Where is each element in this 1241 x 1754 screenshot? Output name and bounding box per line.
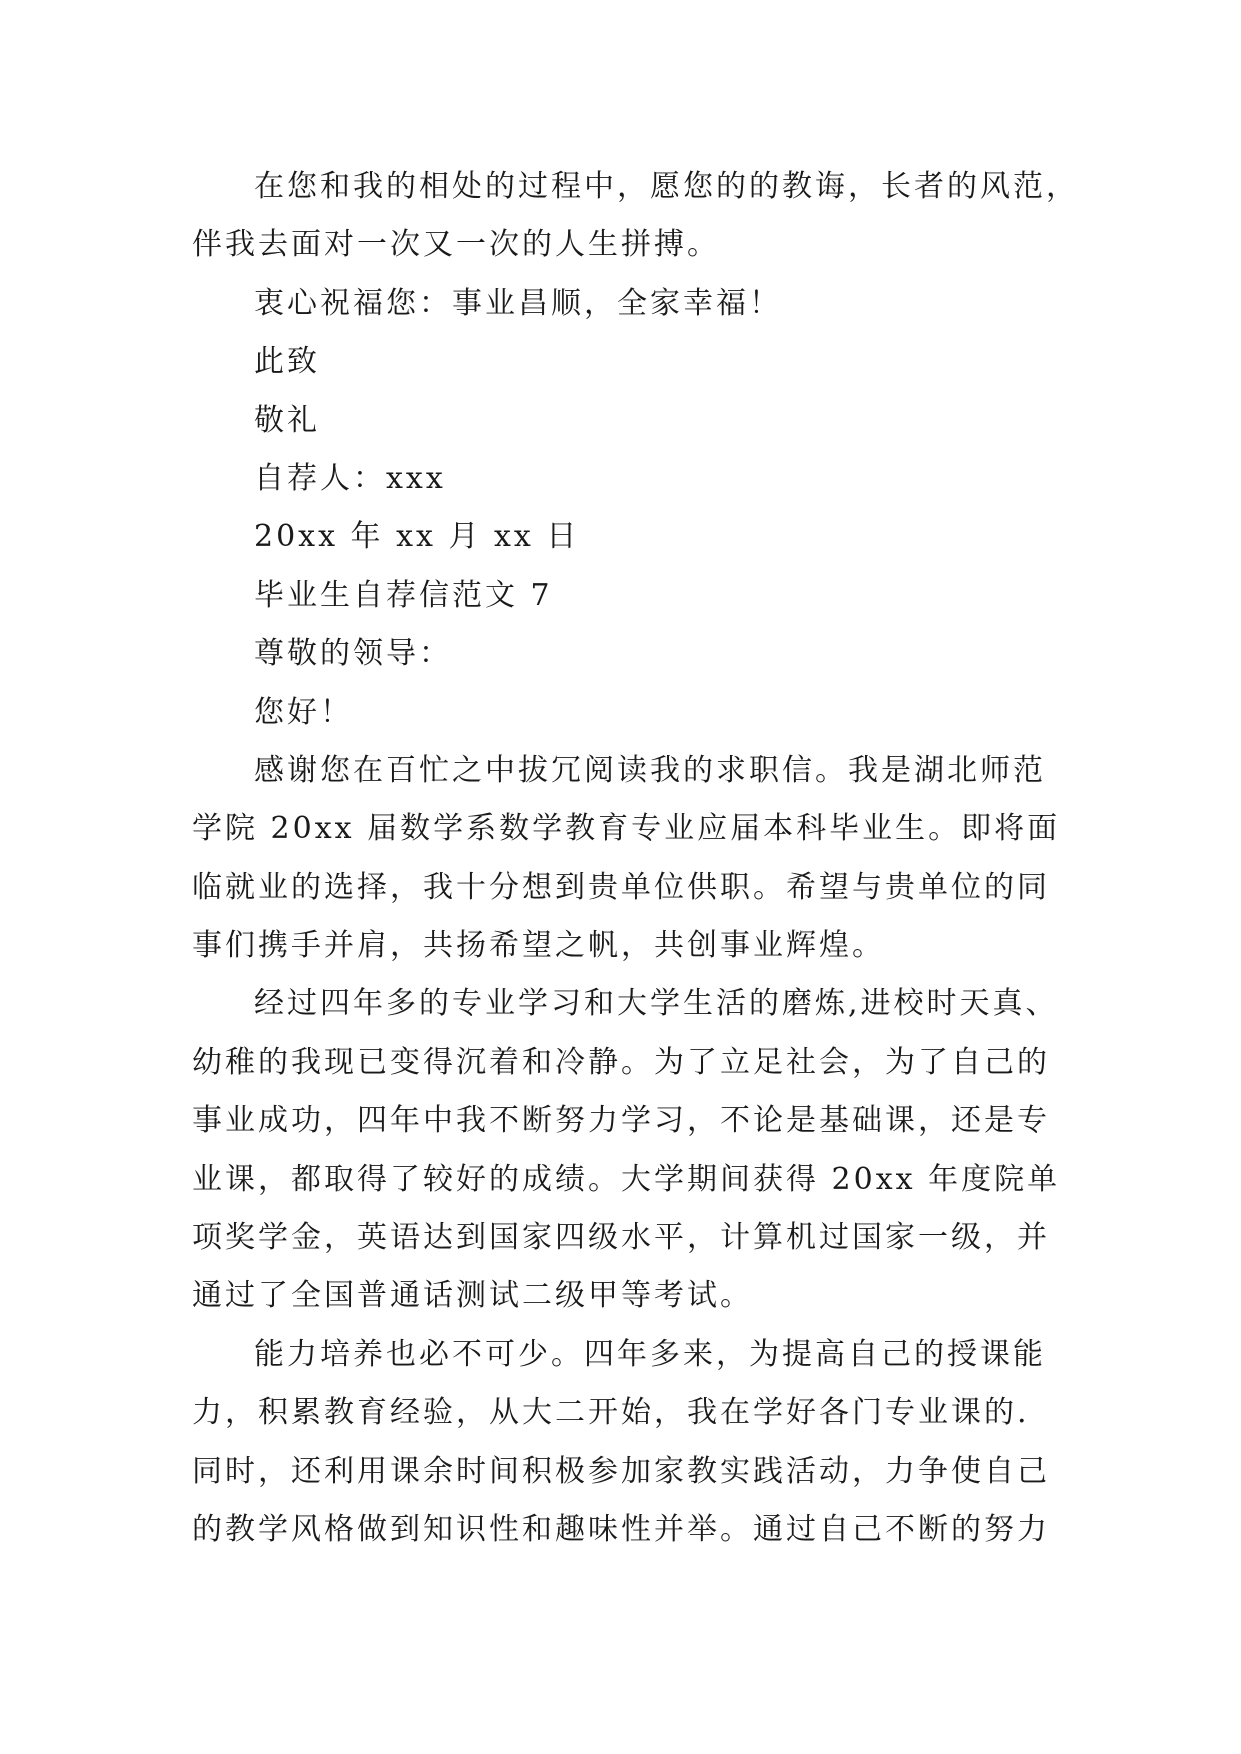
text-line: 经过四年多的专业学习和大学生活的磨炼,进校时天真、 — [254, 986, 1059, 1022]
text-line: 20xx 年 xx 月 xx 日 — [254, 519, 580, 555]
text-line: 幼稚的我现已变得沉着和冷静。为了立足社会，为了自己的 — [192, 1044, 1050, 1080]
text-line: 衷心祝福您：事业昌顺，全家幸福！ — [254, 285, 782, 321]
text-line: 项奖学金，英语达到国家四级水平，计算机过国家一级，并 — [192, 1220, 1050, 1256]
text-line: 敬礼 — [254, 402, 320, 438]
text-line: 自荐人：xxx — [254, 460, 446, 496]
text-line: 的教学风格做到知识性和趣味性并举。通过自己不断的努力 — [192, 1511, 1050, 1547]
text-line: 学院 20xx 届数学系数学教育专业应届本科毕业生。即将面 — [192, 811, 1061, 847]
text-line: 业课，都取得了较好的成绩。大学期间获得 20xx 年度院单 — [192, 1161, 1061, 1197]
text-line: 伴我去面对一次又一次的人生拼搏。 — [192, 227, 720, 263]
text-line: 感谢您在百忙之中拔冗阅读我的求职信。我是湖北师范 — [254, 752, 1046, 788]
text-line: 事业成功，四年中我不断努力学习，不论是基础课，还是专 — [192, 1103, 1050, 1139]
text-line: 您好！ — [254, 694, 353, 730]
text-line: 同时，还利用课余时间积极参加家教实践活动，力争使自己 — [192, 1453, 1050, 1489]
text-line: 在您和我的相处的过程中，愿您的的教诲，长者的风范， — [254, 169, 1079, 204]
document-body — [192, 158, 1079, 1559]
text-line: 此致 — [254, 344, 320, 380]
text-line: 事们携手并肩，共扬希望之帆，共创事业辉煌。 — [192, 928, 885, 964]
text-line: 能力培养也必不可少。四年多来，为提高自己的授课能 — [254, 1336, 1046, 1372]
text-line: 毕业生自荐信范文 7 — [254, 577, 553, 613]
text-line: 力，积累教育经验，从大二开始，我在学好各门专业课的. — [192, 1395, 1030, 1431]
text-line: 临就业的选择，我十分想到贵单位供职。希望与贵单位的同 — [192, 869, 1050, 905]
text-line: 通过了全国普通话测试二级甲等考试。 — [192, 1278, 753, 1314]
text-line: 尊敬的领导： — [254, 636, 452, 672]
